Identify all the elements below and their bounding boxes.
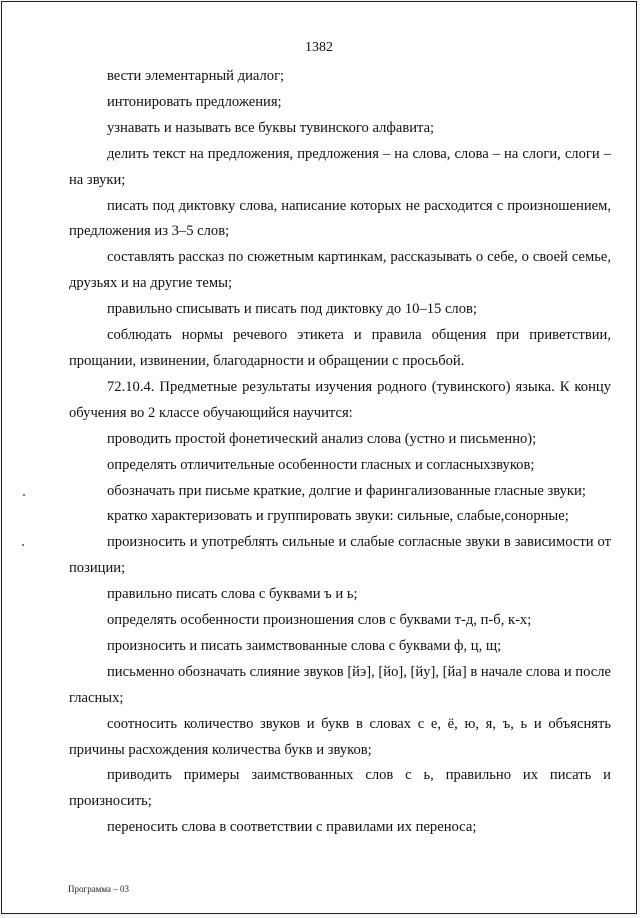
paragraph: интонировать предложения; bbox=[107, 93, 282, 110]
document-page bbox=[1, 1, 637, 914]
paragraph: составлять рассказ по сюжетным картинкам, рассказывать о себе, о своей семье, друзьях и на другие темы; bbox=[69, 249, 611, 292]
paragraph: письменно обозначать слияние звуков [йэ], [йо], [йу], [йа] в начале слова и после гласных; bbox=[69, 663, 611, 706]
paragraph: определять отличительные особенности гласных и согласныхзвуков; bbox=[107, 456, 535, 473]
page-number: 1382 bbox=[305, 40, 333, 55]
paragraph: определять особенности произношения слов с буквами т-д, п-б, к-х; bbox=[107, 612, 532, 629]
paragraph: делить текст на предложения, предложения – на слова, слова – на слоги, слоги – на звуки; bbox=[69, 145, 611, 188]
paragraph: правильно писать слова с буквами ъ и ь; bbox=[107, 586, 358, 603]
paragraph: кратко характеризовать и группировать звуки: сильные, слабые,сонорные; bbox=[107, 508, 569, 525]
paragraph: обозначать при письме краткие, долгие и фарингализованные гласные звуки; bbox=[107, 482, 586, 499]
paragraph: переносить слова в соответствии с правилами их переноса; bbox=[107, 819, 477, 836]
paragraph: приводить примеры заимствованных слов с ь, правильно их писать и произносить; bbox=[69, 767, 611, 810]
scan-speck bbox=[22, 544, 24, 546]
paragraph: произносить и употреблять сильные и слабые согласные звуки в зависимости от позиции; bbox=[69, 534, 611, 577]
footer-label: Программа – 03 bbox=[68, 884, 130, 894]
section-heading-paragraph: 72.10.4. Предметные результаты изучения родного (тувинского) языка. К концу обучения во 2 классе обучающийся научится: bbox=[69, 378, 611, 421]
paragraph: произносить и писать заимствованные слова с буквами ф, ц, щ; bbox=[107, 637, 502, 654]
paragraph: правильно списывать и писать под диктовку до 10–15 слов; bbox=[107, 301, 477, 318]
paragraph: проводить простой фонетический анализ слова (устно и письменно); bbox=[107, 430, 537, 447]
scan-speck bbox=[23, 494, 25, 496]
paragraph: соблюдать нормы речевого этикета и правила общения при приветствии, прощании, извинении, благодарности и обращении с просьбой. bbox=[69, 327, 611, 369]
paragraph: узнавать и называть все буквы тувинского алфавита; bbox=[107, 119, 435, 136]
paragraph: вести элементарный диалог; bbox=[107, 68, 285, 84]
paragraph: писать под диктовку слова, написание которых не расходится с произношением, предложения из 3–5 слов; bbox=[69, 197, 611, 240]
body-text bbox=[69, 64, 611, 841]
paragraph: соотносить количество звуков и букв в словах с е, ё, ю, я, ъ, ь и объяснять причины расхождения количества букв и звуков; bbox=[69, 715, 611, 758]
